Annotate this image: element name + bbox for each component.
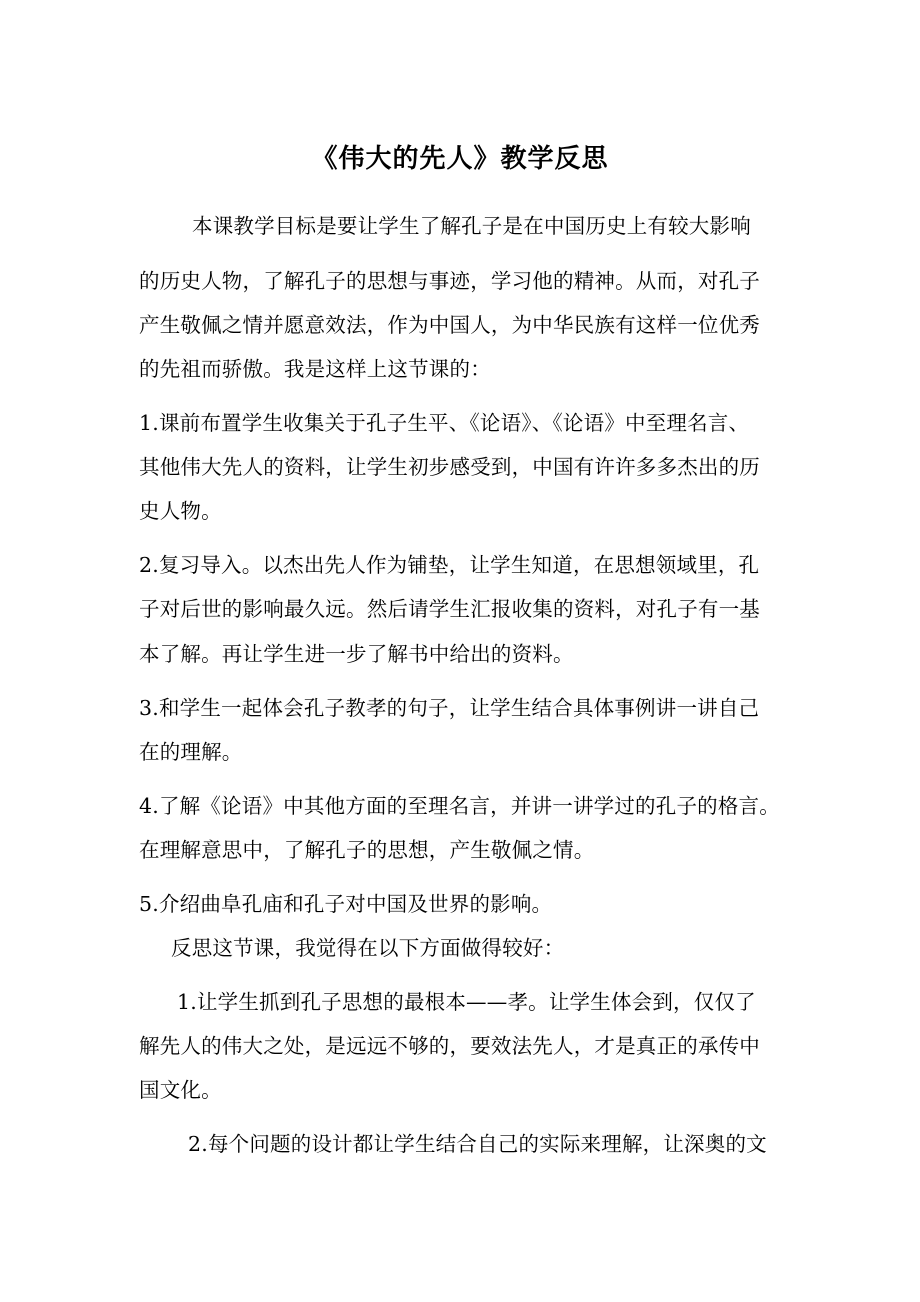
paragraph-line: 产生敬佩之情并愿意效法，作为中国人，为中华民族有这样一位优秀 <box>139 313 760 337</box>
list-item-line: 2.复习导入。以杰出先人作为铺垫，让学生知道，在思想领域里，孔 <box>139 553 760 577</box>
list-item-line: 2.每个问题的设计都让学生结合自己的实际来理解，让深奥的文 <box>188 1132 767 1156</box>
paragraph-line: 反思这节课，我觉得在以下方面做得较好： <box>171 936 565 960</box>
list-item-line: 史人物。 <box>139 499 222 523</box>
list-item-line: 本了解。再让学生进一步了解书中给出的资料。 <box>139 642 574 666</box>
list-item-line: 子对后世的影响最久远。然后请学生汇报收集的资料，对孔子有一基 <box>139 597 760 621</box>
list-item-line: 其他伟大先人的资料，让学生初步感受到，中国有许许多多杰出的历 <box>139 455 760 479</box>
list-item-line: 国文化。 <box>139 1078 222 1102</box>
list-item-line: 3.和学生一起体会孔子教孝的句子，让学生结合具体事例讲一讲自己 <box>139 696 760 720</box>
list-item-line: 在的理解。 <box>139 740 243 764</box>
list-item-line: 4.了解《论语》中其他方面的至理名言，并讲一讲学过的孔子的格言。 <box>139 794 780 818</box>
list-item-line: 1.让学生抓到孔子思想的最根本——孝。让学生体会到，仅仅了 <box>177 990 756 1014</box>
list-item-line: 解先人的伟大之处，是远远不够的，要效法先人，才是真正的承传中 <box>139 1034 760 1058</box>
paragraph-line: 的先祖而骄傲。我是这样上这节课的： <box>139 357 491 381</box>
list-item-line: 在理解意思中，了解孔子的思想，产生敬佩之情。 <box>139 838 595 862</box>
paragraph-line: 本课教学目标是要让学生了解孔子是在中国历史上有较大影响 <box>192 214 751 238</box>
paragraph-line: 的历史人物，了解孔子的思想与事迹，学习他的精神。从而，对孔子 <box>139 269 760 293</box>
document-title: 《伟大的先人》教学反思 <box>311 144 609 174</box>
list-item-line: 1.课前布置学生收集关于孔子生平、《论语》、《论语》中至理名言、 <box>139 411 750 435</box>
list-item-line: 5.介绍曲阜孔庙和孔子对中国及世界的影响。 <box>139 892 553 916</box>
